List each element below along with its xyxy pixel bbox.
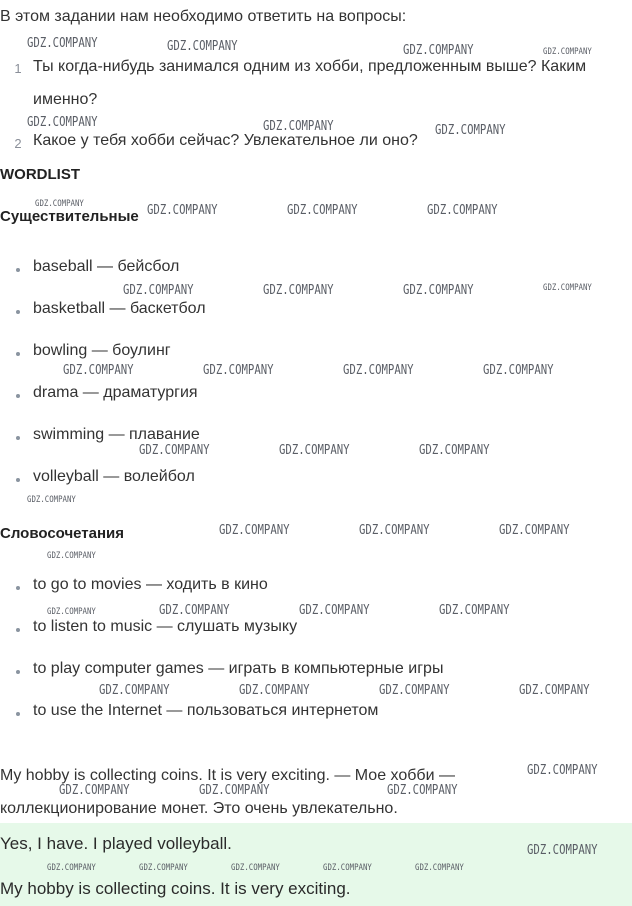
watermark: GDZ.COMPANY <box>147 203 218 218</box>
list-item: drama — драматургия <box>33 384 198 401</box>
watermark: GDZ.COMPANY <box>543 283 592 293</box>
watermark: GDZ.COMPANY <box>139 863 188 873</box>
list-item: baseball — бейсбол <box>33 258 180 275</box>
bullet-icon <box>16 394 20 398</box>
watermark: GDZ.COMPANY <box>203 363 274 378</box>
watermark: GDZ.COMPANY <box>27 36 98 51</box>
watermark: GDZ.COMPANY <box>263 119 334 134</box>
bullet-icon <box>16 352 20 356</box>
question-number: 2 <box>14 136 22 151</box>
question-number: 1 <box>14 61 22 76</box>
phrases-heading: Словосочетания <box>0 525 125 542</box>
watermark: GDZ.COMPANY <box>483 363 554 378</box>
intro-text: В этом задании нам необходимо ответить на вопросы: <box>0 8 407 25</box>
bullet-icon <box>16 478 20 482</box>
watermark: GDZ.COMPANY <box>199 783 270 798</box>
list-item: to play computer games — играть в компьютерные игры <box>33 660 444 677</box>
watermark: GDZ.COMPANY <box>419 443 490 458</box>
example-line: коллекционирование монет. Это очень увлекательно. <box>0 800 398 817</box>
watermark: GDZ.COMPANY <box>99 683 170 698</box>
bullet-icon <box>16 712 20 716</box>
list-item: to listen to music — слушать музыку <box>33 618 298 635</box>
list-item: swimming — плавание <box>33 426 200 443</box>
watermark: GDZ.COMPANY <box>343 363 414 378</box>
watermark: GDZ.COMPANY <box>219 523 290 538</box>
watermark: GDZ.COMPANY <box>323 863 372 873</box>
watermark: GDZ.COMPANY <box>359 523 430 538</box>
answer-line: My hobby is collecting coins. It is very exciting. <box>0 879 351 898</box>
bullet-icon <box>16 628 20 632</box>
watermark: GDZ.COMPANY <box>519 683 590 698</box>
watermark: GDZ.COMPANY <box>123 283 194 298</box>
watermark: GDZ.COMPANY <box>379 683 450 698</box>
bullet-icon <box>16 436 20 440</box>
watermark: GDZ.COMPANY <box>499 523 570 538</box>
watermark: GDZ.COMPANY <box>35 199 84 209</box>
watermark: GDZ.COMPANY <box>279 443 350 458</box>
example-line: My hobby is collecting coins. It is very exciting. — Мое хобби — <box>0 767 455 784</box>
wordlist-heading: WORDLIST <box>0 166 80 183</box>
watermark: GDZ.COMPANY <box>231 863 280 873</box>
watermark: GDZ.COMPANY <box>239 683 310 698</box>
bullet-icon <box>16 586 20 590</box>
question-text: Какое у тебя хобби сейчас? Увлекательное ли оно? <box>33 132 418 149</box>
list-item: to go to movies — ходить в кино <box>33 576 268 593</box>
watermark: GDZ.COMPANY <box>299 603 370 618</box>
bullet-icon <box>16 670 20 674</box>
watermark: GDZ.COMPANY <box>435 123 506 138</box>
watermark: GDZ.COMPANY <box>427 203 498 218</box>
watermark: GDZ.COMPANY <box>47 551 96 561</box>
bullet-icon <box>16 310 20 314</box>
watermark: GDZ.COMPANY <box>527 763 598 778</box>
question-text: Ты когда-нибудь занимался одним из хобби, предложенным выше? Каким <box>33 58 587 75</box>
answer-line: Yes, I have. I played volleyball. <box>0 834 232 853</box>
list-item: to use the Internet — пользоваться интернетом <box>33 702 379 719</box>
watermark: GDZ.COMPANY <box>263 283 334 298</box>
nouns-heading: Существительные <box>0 208 139 225</box>
watermark: GDZ.COMPANY <box>403 283 474 298</box>
watermark: GDZ.COMPANY <box>139 443 210 458</box>
watermark: GDZ.COMPANY <box>47 863 96 873</box>
list-item: bowling — боулинг <box>33 342 171 359</box>
watermark: GDZ.COMPANY <box>27 495 76 505</box>
watermark: GDZ.COMPANY <box>59 783 130 798</box>
watermark: GDZ.COMPANY <box>159 603 230 618</box>
watermark: GDZ.COMPANY <box>287 203 358 218</box>
watermark: GDZ.COMPANY <box>47 607 96 617</box>
list-item: volleyball — волейбол <box>33 468 195 485</box>
list-item: basketball — баскетбол <box>33 300 206 317</box>
question-text-continued: именно? <box>33 91 98 108</box>
watermark: GDZ.COMPANY <box>27 115 98 130</box>
watermark: GDZ.COMPANY <box>415 863 464 873</box>
watermark: GDZ.COMPANY <box>387 783 458 798</box>
bullet-icon <box>16 268 20 272</box>
watermark: GDZ.COMPANY <box>439 603 510 618</box>
watermark: GDZ.COMPANY <box>527 843 598 858</box>
watermark: GDZ.COMPANY <box>167 39 238 54</box>
watermark: GDZ.COMPANY <box>403 43 474 58</box>
watermark: GDZ.COMPANY <box>63 363 134 378</box>
watermark: GDZ.COMPANY <box>543 47 592 57</box>
